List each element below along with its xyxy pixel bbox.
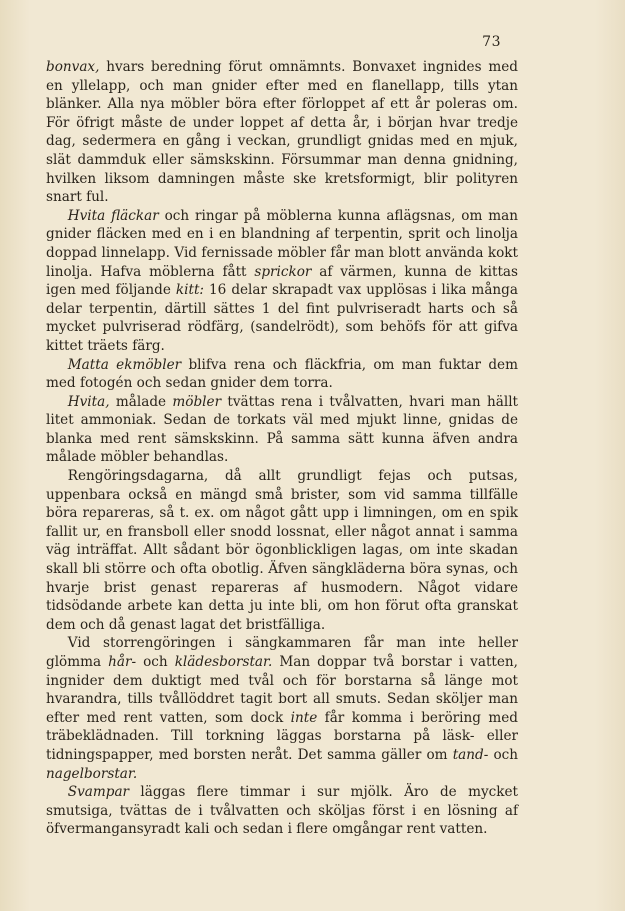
italic-term: Hvita fläckar [67,207,159,224]
text-run: Man doppar två borstar i vatten, ingnider dem duktigt med tvål och för borstarna så länge mot hvarandra, tills tvållöddret tagit bort all smuts. Sedan sköljer man efter med rent vatten, som dock [46,654,518,726]
paragraph [46,356,518,393]
text-run: hvars beredning förut omnämnts. Bonvaxet ingnides med en yllelapp, och man gnider efter med en flanellapp, tills ytan blänker. Alla nya möbler böra efter förloppet af ett år poleras om. För öfrigt måste de under loppet af detta år, i början hvar tredje dag, sedermera en gång i veckan, grundligt gnidas med en mjuk, slät dammduk eller sämskskinn. Försummar man denna gnidning, hvilken liksom damningen måste ske kretsformigt, blir polityren snart ful. [46,59,518,206]
page-number: 73 [482,34,501,50]
italic-term: klädesborstar. [174,654,273,670]
text-run: af värmen, kunna de kittas igen med följande [46,263,518,299]
text-run: läggas flere timmar i sur mjölk. Äro de mycket smutsiga, tvättas de i tvålvatten och sköljas först i en lösning af öfvermangansyradt kali och sedan i flere omgångar rent vatten. [46,784,518,838]
italic-term: inte [290,709,318,726]
paragraph [46,467,518,634]
paragraph [46,634,518,783]
text-run: Rengöringsdagarna, då allt grundligt fejas och putsas, uppenbara också en mängd små brister, som vid samma tillfälle böra repareras, så t. ex. om något gått upp i limningen, om en spik fallit ur, en fransboll eller snodd lossnat, eller något annat i samma väg inträffat. Allt sådant bör ögonblickligen lagas, om inte skadan skall bli större och ofta obotlig. Äfven sängkläderna böra synas, och hvarje brist genast repareras af husmodern. Något vidare tidsödande arbete kan detta ju inte bli, om hon förut ofta granskat dem och då genast lagat det bristfälliga. [46,468,518,633]
text-run: tvättas rena i tvålvatten, hvari man hällt litet ammoniak. Sedan de torkats väl med mjukt linne, gnidas de blanka med rent sämskskinn. På samma sätt kunna äfven andra målade möbler behandlas. [46,393,519,466]
text-run: 16 delar skrapadt vax upplösas i lika många delar terpentin, därtill sättes 1 del fint pulvriseradt harts och så mycket pulvriserad rödfärg, (sandelrödt), som behöfs för att gifva kittet träets färg. [46,282,518,354]
italic-term: Matta ekmöbler [67,356,182,373]
body-text [46,58,518,839]
italic-term: kitt: [175,282,204,299]
paragraph [46,207,518,356]
text-run: och [488,746,519,763]
paragraph [46,393,518,467]
text-run: och [136,654,175,670]
italic-term: tand- [452,746,489,763]
italic-term: nagelborstar. [46,765,138,782]
text-run: och ringar på möblerna kunna aflägsnas, om man gnider fläcken med en i en blandning af terpentin, sprit och linolja doppad linnelapp. Vid fernissade möbler får man blott använda kokt linolja. Hafva möblerna fått [46,207,518,280]
text-run: får komma i beröring med träbeklädnaden. Till torkning läggas borstarna på läsk- eller tidningspapper, med borsten neråt. Det samma gäller om [46,709,519,763]
paragraph [46,783,518,839]
italic-term: Hvita, [67,393,110,410]
italic-term: sprickor [254,263,312,280]
text-run: blifva rena och fläckfria, om man fuktar dem med fotogén och sedan gnider dem torra. [46,356,518,392]
italic-term: Svampar [67,784,130,801]
italic-term: bonvax, [46,59,100,75]
italic-term: möbler [172,393,222,410]
text-run: Vid storrengöringen i sängkammaren får man inte heller glömma [46,635,518,670]
paragraph [46,58,518,207]
italic-term: hår- [108,654,137,670]
text-run: målade [109,393,173,410]
